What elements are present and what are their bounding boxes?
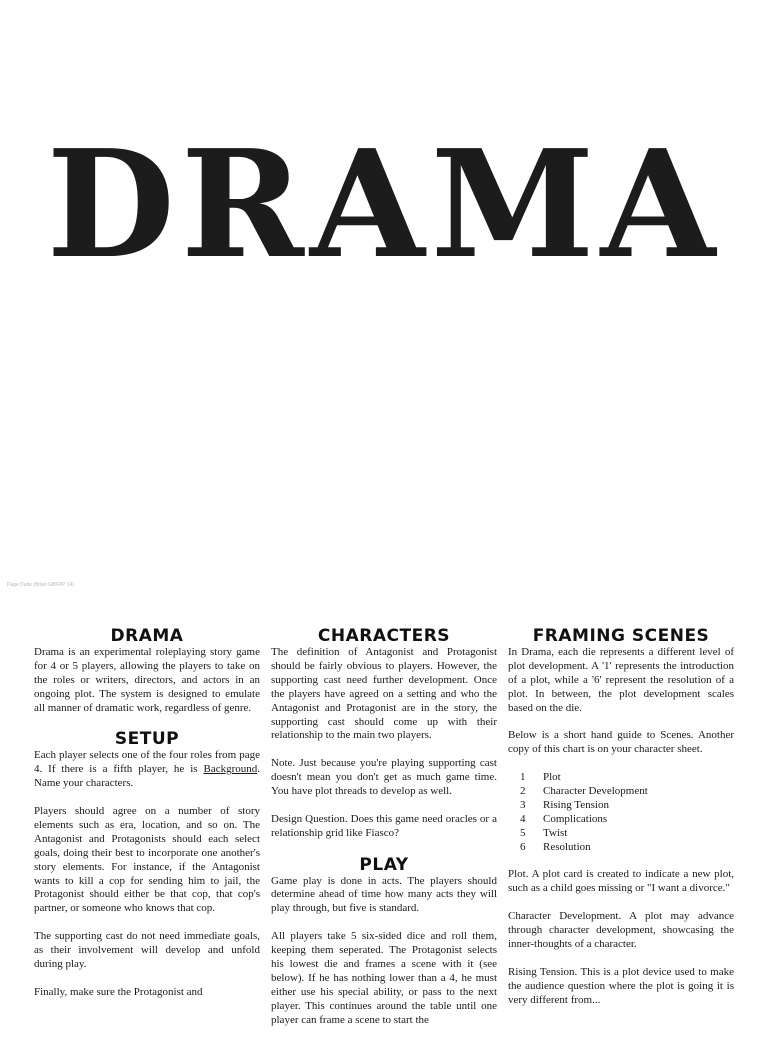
paragraph: Finally, make sure the Protagonist and bbox=[34, 985, 203, 998]
section-heading-framing-scenes: FRAMING SCENES bbox=[532, 626, 710, 646]
paragraph: Players should agree on a number of story elements such as era, location, and so on. The Antagonist and Protagonists should each select goals, doing their best to incorporate one another's story elements. For instance, if the Antagonist wants to kill a cop for sending him to jail, the Protagonist should either be that cop, that cop's partner, or someone who knows that cop. bbox=[34, 805, 260, 915]
column-middle bbox=[271, 626, 497, 1041]
paragraph: Drama is an experimental roleplaying story game for 4 or 5 players, allowing the players to take on the roles or writers, directors, and actors in an ongoing plot. The system is designed to emulate all manner of dramatic work, regardless of genre. bbox=[34, 646, 260, 714]
list-item: 3 Rising Tension bbox=[520, 798, 609, 811]
list-item: 5 Twist bbox=[520, 826, 568, 839]
paragraph: Below is a short hand guide to Scenes. Another copy of this chart is on your character sheet. bbox=[508, 729, 734, 756]
paragraph: Design Question. Does this game need oracles or a relationship grid like Fiasco? bbox=[271, 812, 497, 839]
column-right bbox=[508, 626, 734, 1021]
paragraph: All players take 5 six-sided dice and roll them, keeping them seperated. The Protagonist selects his lowest die and frames a scene with it (see below). If he has nothing lower than a 4, he must either use his special ability, or pass to the next player. This continues around the table until one player can frame a scene to start the bbox=[271, 930, 497, 1026]
paragraph: The definition of Antagonist and Protagonist should be fairly obvious to players. However, the supporting cast need further development. Once the players have agreed on a setting and who the Antagonist and Protagonist are in the story, the supporting cast should come up with their relationship to the main two players. bbox=[271, 646, 497, 742]
list-item: 2 Character Development bbox=[520, 785, 648, 798]
list-item: 1 Plot bbox=[520, 771, 561, 784]
paragraph: Character Development. A plot may advance through character development, showcasing the inner-thoughts of a character. bbox=[508, 910, 734, 950]
section-heading-setup: SETUP bbox=[114, 729, 180, 750]
scene-list bbox=[508, 771, 734, 854]
paragraph: Each player selects one of the four roles from page 4. If there is a fifth player, he is Background. Name your characters. bbox=[34, 749, 260, 790]
paragraph: Note. Just because you're playing supporting cast doesn't mean you don't get as much game time. You have plot threads to develop as well. bbox=[271, 757, 497, 798]
list-item: 6 Resolution bbox=[520, 840, 591, 853]
page-title: DRAMA bbox=[46, 117, 722, 291]
section-heading-play: PLAY bbox=[359, 854, 409, 875]
section-heading-characters: CHARACTERS bbox=[317, 626, 451, 646]
paragraph: Plot. A plot card is created to indicate a new plot, such as a child goes missing or "I want a divorce." bbox=[508, 868, 734, 895]
paragraph: The supporting cast do not need immediate goals, as their involvement will develop and unfold during play. bbox=[34, 930, 260, 970]
background-link[interactable]: Background bbox=[203, 763, 258, 776]
list-item: 4 Complications bbox=[520, 812, 608, 825]
paragraph: In Drama, each die represents a different level of plot development. A '1' represents the introduction of a plot, while a '6' represent the resolution of a plot. In between, the plot development scales based on the die. bbox=[508, 646, 734, 714]
paragraph: Rising Tension. This is a plot device used to make the audience question where the plot is going it is very different from... bbox=[508, 965, 734, 1006]
page-footnote: Page Dude (Brian GBKPP 14) bbox=[7, 582, 74, 588]
column-left bbox=[34, 626, 260, 1014]
paragraph: Game play is done in acts. The players should determine ahead of time how many acts they will play through, but five is standard. bbox=[271, 874, 497, 915]
section-heading-drama: DRAMA bbox=[110, 626, 184, 646]
